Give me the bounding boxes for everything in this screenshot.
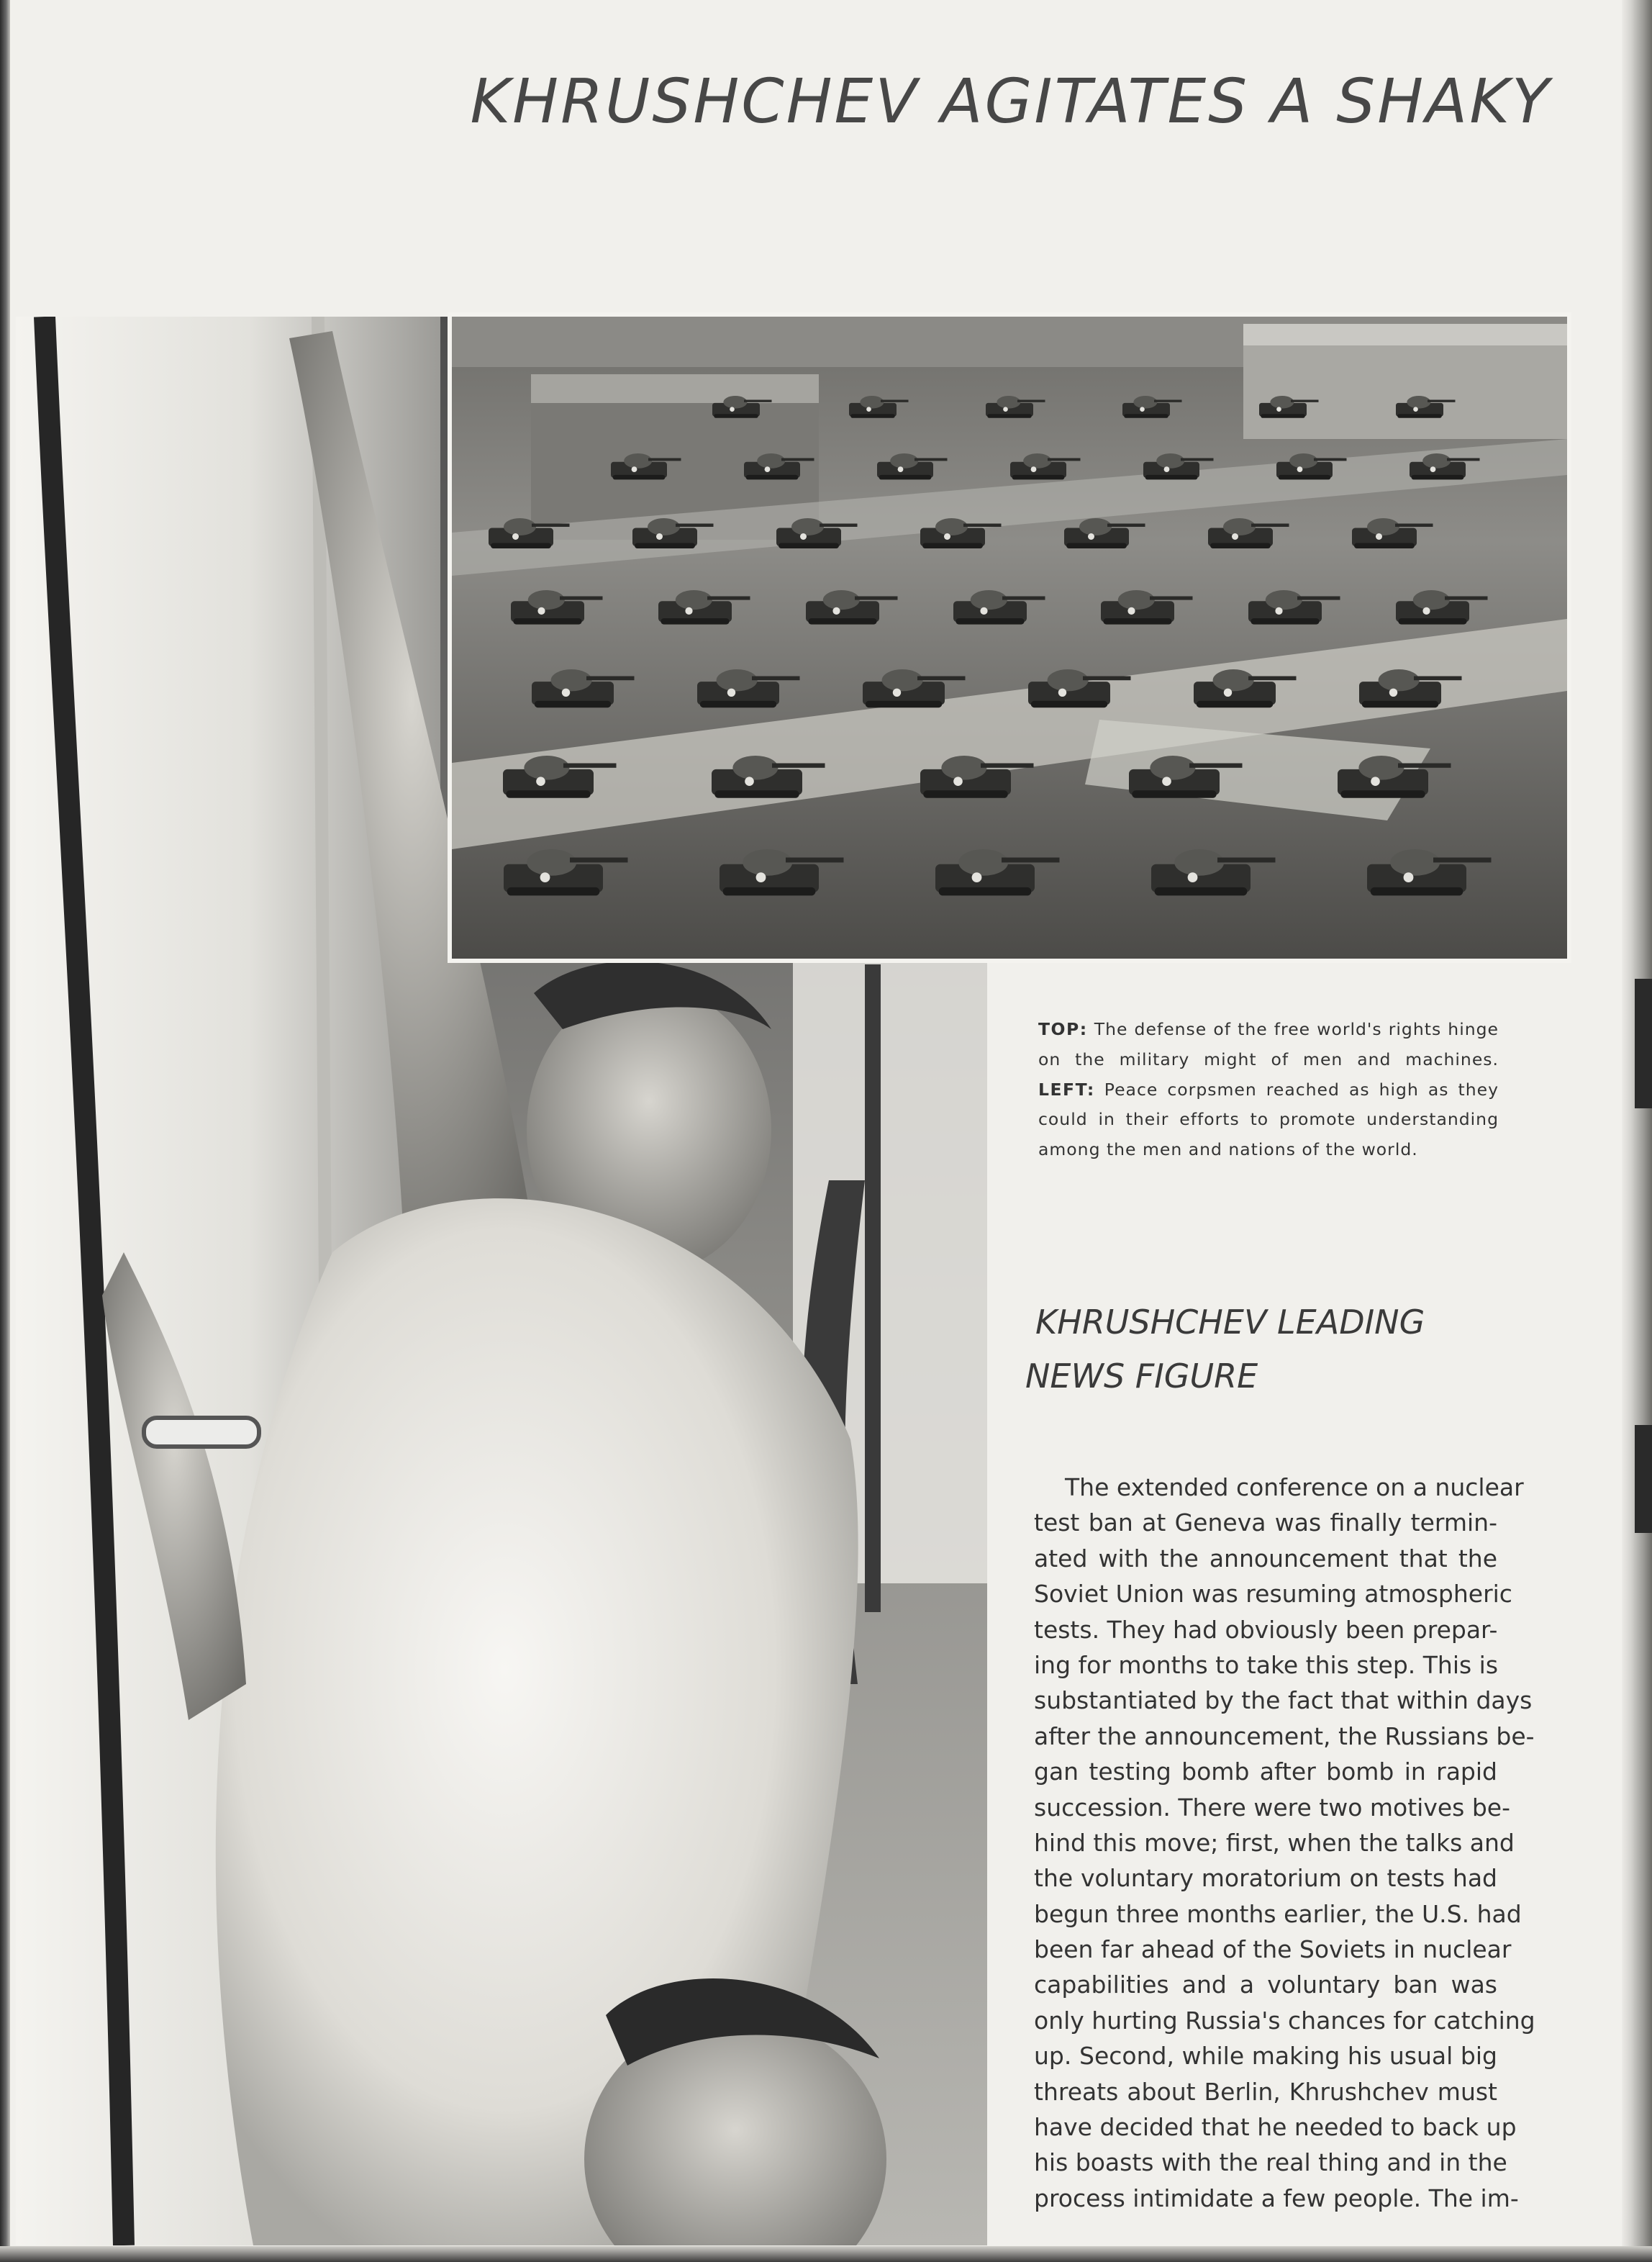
caption-left-text: Peace corpsmen reached as high as they could in their efforts to promote understanding among the men and nations of the world. bbox=[1038, 1079, 1499, 1160]
body-line: substantiated by the fact that within days bbox=[1034, 1686, 1533, 1715]
page-headline: KHRUSHCHEV AGITATES A SHAKY bbox=[470, 66, 1551, 137]
body-line: The extended conference on a nuclear bbox=[1065, 1473, 1524, 1501]
body-line: gan testing bomb after bomb in rapid bbox=[1034, 1757, 1497, 1786]
body-line: threats about Berlin, Khrushchev must bbox=[1034, 2077, 1497, 2106]
body-line: succession. There were two motives be- bbox=[1034, 1793, 1510, 1822]
body-line: Soviet Union was resuming atmospheric bbox=[1034, 1580, 1512, 1609]
caption-top-label: TOP: bbox=[1038, 1019, 1088, 1039]
body-line: ing for months to take this step. This is bbox=[1034, 1650, 1499, 1679]
body-line: been far ahead of the Soviets in nuclear bbox=[1034, 1935, 1512, 1964]
body-line: ated with the announcement that the bbox=[1034, 1544, 1497, 1573]
body-line: his boasts with the real thing and in the bbox=[1034, 2148, 1507, 2177]
page-bottom-edge bbox=[0, 2246, 1652, 2262]
body-line: process intimidate a few people. The im- bbox=[1034, 2184, 1519, 2212]
article-body bbox=[1034, 1470, 1535, 2216]
photo-caption bbox=[1038, 1015, 1499, 1165]
body-line: capabilities and a voluntary ban was bbox=[1034, 1971, 1497, 1999]
page-edge-shadow bbox=[1622, 0, 1652, 2262]
body-line: up. Second, while making his usual big bbox=[1034, 2042, 1497, 2071]
caption-left-label: LEFT: bbox=[1038, 1079, 1095, 1100]
body-line: test ban at Geneva was finally termin- bbox=[1034, 1508, 1497, 1537]
section-heading bbox=[1025, 1295, 1500, 1403]
body-line: hind this move; first, when the talks and bbox=[1034, 1828, 1515, 1857]
tank-yard-photo bbox=[452, 317, 1567, 959]
body-line: begun three months earlier, the U.S. had bbox=[1034, 1899, 1522, 1928]
binding-gutter bbox=[0, 0, 10, 2262]
body-line: the voluntary moratorium on tests had bbox=[1034, 1864, 1497, 1893]
body-line: have decided that he needed to back up bbox=[1034, 2113, 1517, 2142]
body-line: only hurting Russia's chances for catching bbox=[1034, 2006, 1535, 2035]
body-line: tests. They had obviously been prepar- bbox=[1034, 1615, 1498, 1644]
body-line: after the announcement, the Russians be- bbox=[1034, 1722, 1535, 1750]
section-heading-line1: KHRUSHCHEV LEADING bbox=[1035, 1303, 1425, 1342]
caption-top-text: The defense of the free world's rights hinge on the military might of men and machines. bbox=[1038, 1019, 1499, 1069]
section-heading-line2: NEWS FIGURE bbox=[1025, 1356, 1258, 1395]
